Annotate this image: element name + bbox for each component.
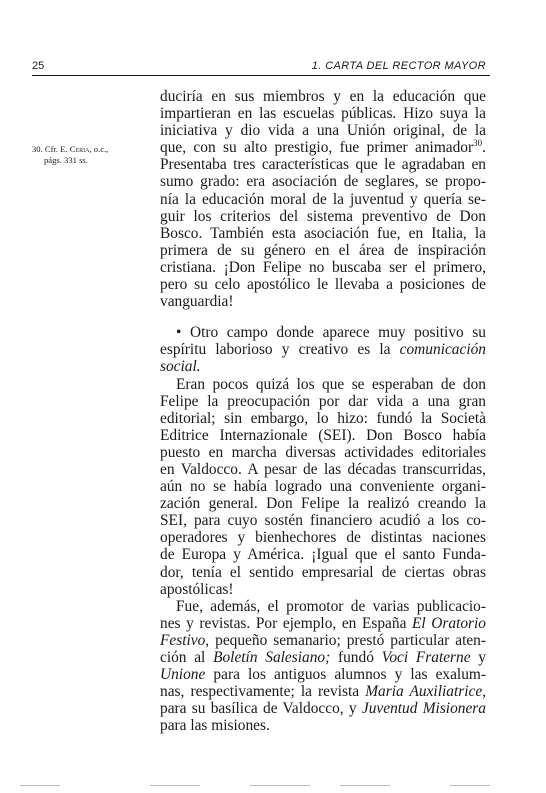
italic-title: Maria Auxiliatrice, [365,683,486,701]
footnote-line-1: 30. Cfr. E. Ceria, o.c., [32,144,109,154]
margin-footnote [32,144,152,166]
text-line: Editrice Internazionale (SEI). Don Bosco había [160,426,486,444]
text-line: apostólicas! [160,580,234,598]
italic-term: comunicación [399,341,486,359]
text-line: nes y revistas. Por ejemplo, en España El Oratorio [160,614,487,632]
text-line: de Europa y América. ¡Igual que el santo Funda- [160,546,486,564]
text-line: impartieran en las escuelas públicas. Hizo suya la [160,105,486,123]
text-line: aún no se había logrado una conveniente organi- [160,478,486,496]
text-line: nas, respectivamente; la revista Maria Auxiliatrice, [160,683,486,701]
text-line: vanguardia! [160,293,234,311]
paragraph-sei [160,376,486,598]
text-line: zación general. Don Felipe la realizó creando la [160,495,486,513]
paragraph-bullet-communication [160,324,486,375]
italic-title: El Oratorio [412,614,487,632]
text-line: en Valdocco. A pesar de las décadas transcurridas, [160,460,486,478]
footnote-line-2: págs. 331 ss. [44,155,88,165]
text-line: Eran pocos quizá los que se esperaban de don [176,375,486,393]
italic-title: Festivo, [160,631,210,649]
text-line: iniciativa y dio vida a una Unión original, de la [160,122,486,140]
text-line: para las misiones. [160,717,270,735]
body-text [160,88,486,734]
text-line: Presentaba tres características que le agradaban en [160,156,486,174]
running-title: 1. CARTA DEL RECTOR MAYOR [311,60,486,72]
text-line: para su basílica de Valdocco, y Juventud Misionera [160,700,486,718]
text-line: cristiana. ¡Don Felipe no buscaba ser el primero, [160,258,486,276]
text-line: primera de su género en el área de inspiración [160,241,486,259]
scan-edge-marks [0,785,546,789]
text-line: espíritu laborioso y creativo es la comunicación [160,341,486,359]
text-line: pero su celo apostólico le llevaba a posiciones de [160,276,486,294]
italic-title: Juventud Misionera [361,700,486,718]
text-line: editorial; sin embargo, lo hizo: fundó la Società [160,409,486,427]
text-line [160,358,486,375]
footnote-ref: 30 [473,138,483,149]
text-line: Fue, además, el promotor de varias publicacio- [176,597,486,615]
running-header [32,59,490,76]
text-line: puesto en marcha diversas actividades editoriales [160,443,486,461]
paragraph-publications [160,598,486,735]
italic-term: social. [160,358,201,376]
text-line: dor, tenía el sentido empresarial de ciertas obras [160,563,486,581]
text-line: SEI, para cuyo sostén financiero acudió a los co- [160,512,486,530]
italic-title: Unione [160,666,206,684]
footnote-author: Ceria [69,144,90,154]
text-line: sumo grado: era asociación de seglares, se propo- [160,173,486,191]
paragraph-union [160,88,486,310]
text-line: operadores y bienhechores de distintas naciones [160,529,486,547]
text-line: Bosco. También esta asociación fue, en Italia, la [160,224,486,242]
italic-title: Voci Fraterne [381,649,471,666]
page-number: 25 [32,60,45,72]
text-line: guir los criterios del sistema preventivo de Don [160,207,486,225]
text-line: ción al Boletín Salesiano; fundó Voci Fraterne y [160,649,486,666]
text-line: Festivo, pequeño semanario; prestó particular aten- [160,631,486,649]
text-line: • Otro campo donde aparece muy positivo su [176,324,486,342]
text-line: duciría en sus miembros y en la educación que [160,88,486,105]
text-line: Unione para los antiguos alumnos y las exalum- [160,666,486,684]
text-line: que, con su alto prestigio, fue primer animador$^{30}$. [160,138,486,157]
text-line: nía la educación moral de la juventud y quería se- [160,190,486,208]
text-line: Felipe la preocupación por dar vida a una gran [160,392,486,410]
italic-title: Boletín Salesiano; [213,649,331,666]
